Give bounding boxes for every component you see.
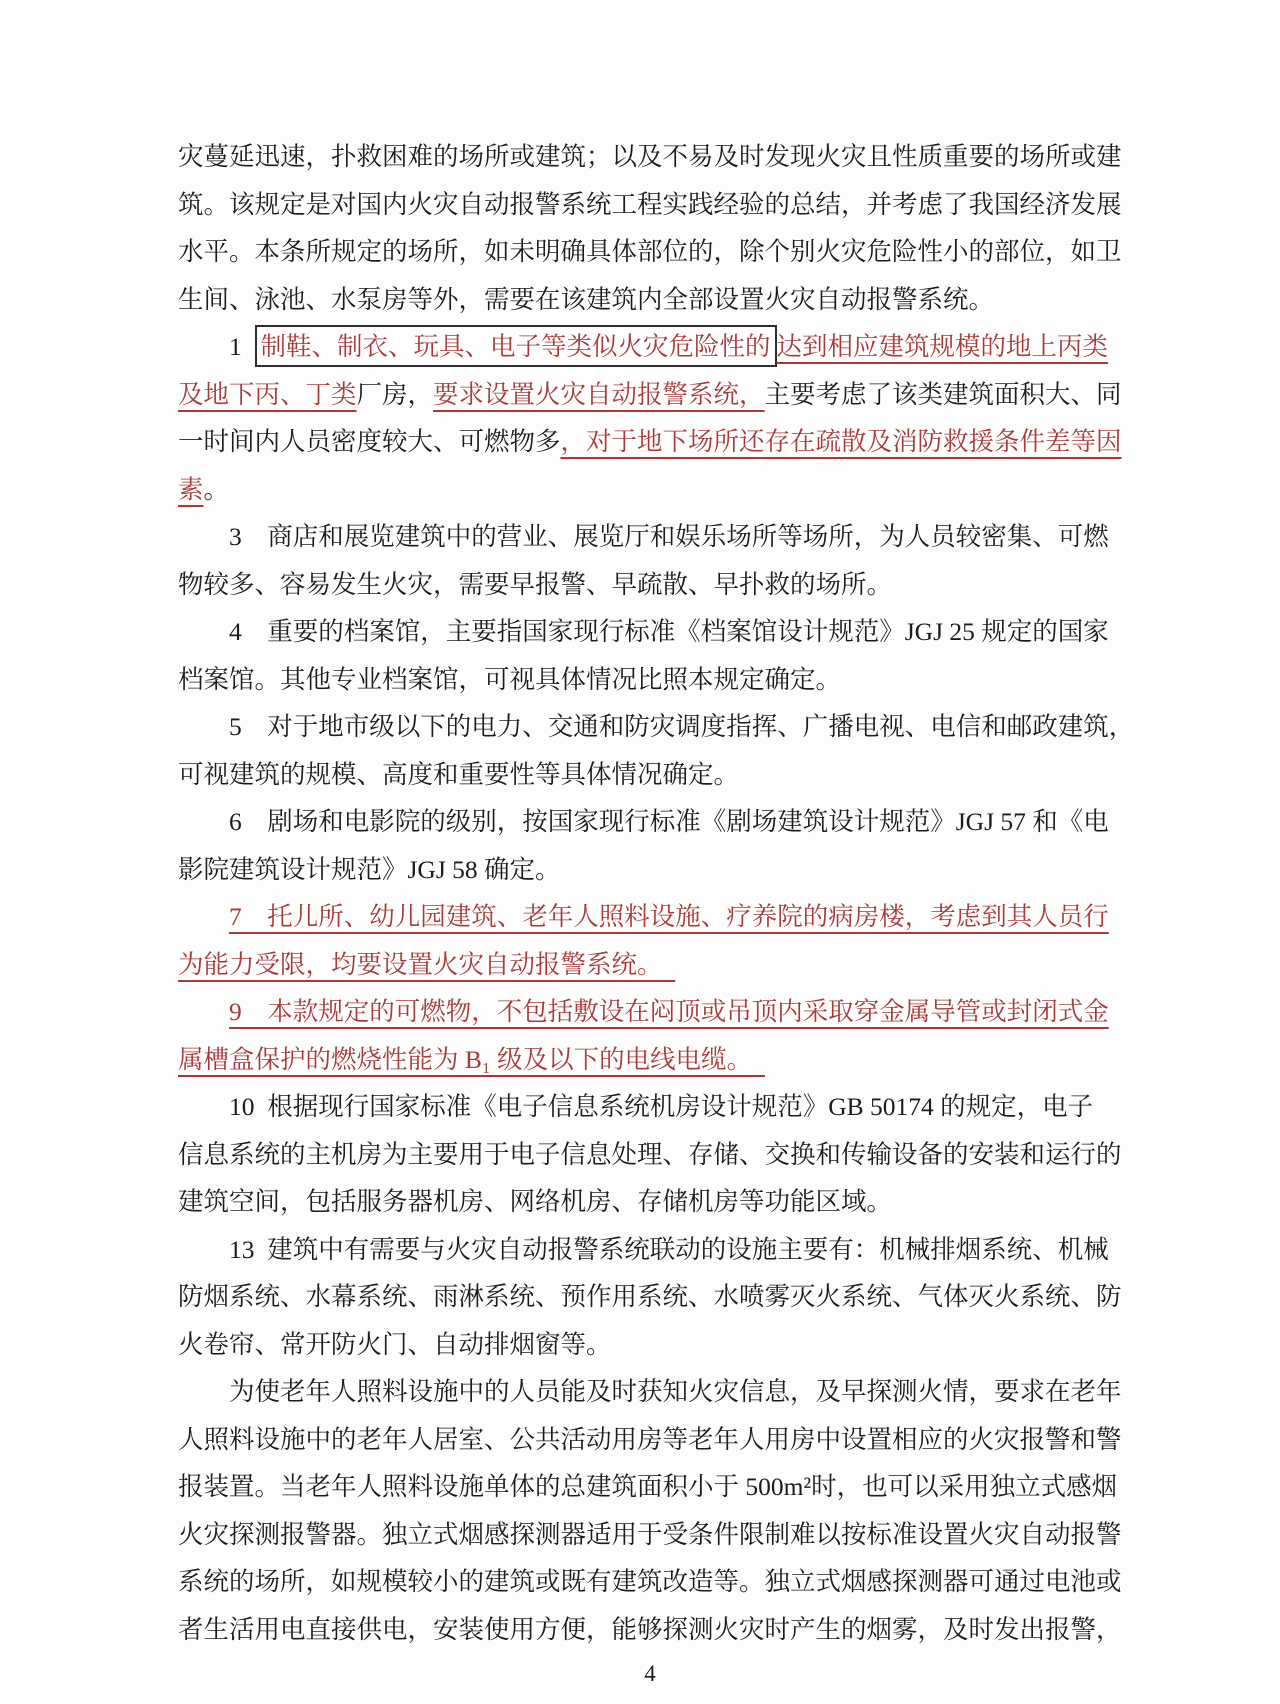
text-line xyxy=(178,276,1138,324)
text-segment: 防烟系统、水幕系统、雨淋系统、预作用系统、水喷雾灭火系统、气体灭火系统、防 xyxy=(178,1282,1122,1311)
text-segment: 灾蔓延迅速，扑救困难的场所或建筑；以及不易及时发现火灾且性质重要的场所或建 xyxy=(178,142,1122,171)
text-line xyxy=(178,561,1138,609)
text-segment: 一时间内人员密度较大、可燃物多 xyxy=(178,427,561,456)
text-line xyxy=(178,1606,1138,1654)
text-segment: 影院建筑设计规范》JGJ 58 确定。 xyxy=(178,854,561,884)
text-line xyxy=(178,751,1138,799)
text-line xyxy=(178,1226,1138,1274)
red-underlined-text: 为能力受限，均要设置火灾自动报警系统。 xyxy=(178,949,676,979)
text-line xyxy=(178,133,1138,181)
text-line xyxy=(178,608,1138,656)
red-underlined-text: 素 xyxy=(178,474,204,504)
text-line xyxy=(178,941,1138,989)
text-segment xyxy=(178,997,229,1026)
text-segment: 者生活用电直接供电，安装使用方便，能够探测火灾时产生的烟雾，及时发出报警， xyxy=(178,1614,1122,1644)
text-line xyxy=(178,1083,1138,1131)
text-line xyxy=(178,1416,1138,1464)
text-segment: 厂房， xyxy=(356,379,434,409)
text-line xyxy=(178,466,1138,514)
text-segment: 6 剧场和电影院的级别，按国家现行标准《剧场建筑设计规范》JGJ 57 和《电 xyxy=(178,807,1109,836)
text-line xyxy=(178,1368,1138,1416)
red-underlined-text: 9 本款规定的可燃物，不包括敷设在闷顶或吊顶内采取穿金属导管或封闭式金 xyxy=(229,997,1109,1026)
text-line xyxy=(178,418,1138,466)
red-underlined-text: 及地下丙、丁类 xyxy=(178,379,357,409)
text-line xyxy=(178,988,1138,1036)
text-segment: 主要考虑了该类建筑面积大、同 xyxy=(764,379,1122,409)
red-underlined-text: 要求设置火灾自动报警系统， xyxy=(433,379,765,409)
text-line xyxy=(178,703,1138,751)
text-segment: 信息系统的主机房为主要用于电子信息处理、存储、交换和传输设备的安装和运行的 xyxy=(178,1139,1122,1169)
document-body xyxy=(178,133,1138,1653)
text-segment: 火灾探测报警器。独立式烟感探测器适用于受条件限制难以按标准设置火灾自动报警 xyxy=(178,1519,1122,1549)
text-segment xyxy=(178,902,229,931)
text-line xyxy=(178,513,1138,561)
text-line xyxy=(178,656,1138,704)
red-underlined-text: 属槽盒保护的燃烧性能为 B₁ 级及以下的电线电缆。 xyxy=(178,1044,765,1074)
text-segment: 建筑空间，包括服务器机房、网络机房、存储机房等功能区域。 xyxy=(178,1187,893,1216)
text-line xyxy=(178,1178,1138,1226)
text-segment: 4 重要的档案馆，主要指国家现行标准《档案馆设计规范》JGJ 25 规定的国家 xyxy=(178,617,1109,646)
text-line xyxy=(178,323,1138,371)
text-segment: 1 xyxy=(178,332,255,361)
text-segment: 水平。本条所规定的场所，如未明确具体部位的，除个别火灾危险性小的部位，如卫 xyxy=(178,237,1122,266)
text-segment: 系统的场所，如规模较小的建筑或既有建筑改造等。独立式烟感探测器可通过电池或 xyxy=(178,1567,1122,1596)
red-underlined-text: 达到相应建筑规模的地上丙类 xyxy=(776,332,1109,361)
text-line xyxy=(178,1321,1138,1369)
text-segment: 为使老年人照料设施中的人员能及时获知火灾信息，及早探测火情，要求在老年 xyxy=(178,1377,1122,1406)
text-segment: 生间、泳池、水泵房等外，需要在该建筑内全部设置火灾自动报警系统。 xyxy=(178,284,995,314)
boxed-text: 制鞋、制衣、玩具、电子等类似火灾危险性的 xyxy=(255,325,777,367)
text-line xyxy=(178,1131,1138,1179)
text-segment: 可视建筑的规模、高度和重要性等具体情况确定。 xyxy=(178,759,740,789)
text-line xyxy=(178,1558,1138,1606)
text-segment: 报装置。当老年人照料设施单体的总建筑面积小于 500m²时，也可以采用独立式感烟 xyxy=(178,1472,1118,1501)
text-segment: 火卷帘、常开防火门、自动排烟窗等。 xyxy=(178,1329,612,1359)
text-segment: 3 商店和展览建筑中的营业、展览厅和娱乐场所等场所，为人员较密集、可燃 xyxy=(178,522,1109,551)
text-segment: 档案馆。其他专业档案馆，可视具体情况比照本规定确定。 xyxy=(178,664,842,694)
text-line xyxy=(178,846,1138,894)
text-segment: 物较多、容易发生火灾，需要早报警、早疏散、早扑救的场所。 xyxy=(178,569,893,599)
text-line xyxy=(178,1511,1138,1559)
text-line xyxy=(178,228,1138,276)
text-segment: 。 xyxy=(203,474,230,504)
text-line xyxy=(178,798,1138,846)
text-line xyxy=(178,1463,1138,1511)
text-line xyxy=(178,1273,1138,1321)
text-line xyxy=(178,1036,1138,1084)
text-line xyxy=(178,893,1138,941)
text-segment: 10 根据现行国家标准《电子信息系统机房设计规范》GB 50174 的规定，电子 xyxy=(178,1092,1094,1121)
text-segment: 筑。该规定是对国内火灾自动报警系统工程实践经验的总结，并考虑了我国经济发展 xyxy=(178,189,1122,219)
red-underlined-text: ，对于地下场所还存在疏散及消防救援条件差等因 xyxy=(560,427,1122,456)
text-line xyxy=(178,181,1138,229)
page-number: 4 xyxy=(644,1661,656,1686)
text-line xyxy=(178,371,1138,419)
text-segment: 13 建筑中有需要与火灾自动报警系统联动的设施主要有：机械排烟系统、机械 xyxy=(178,1234,1109,1264)
text-segment: 5 对于地市级以下的电力、交通和防灾调度指挥、广播电视、电信和邮政建筑， xyxy=(178,712,1135,741)
red-underlined-text: 7 托儿所、幼儿园建筑、老年人照料设施、疗养院的病房楼，考虑到其人员行 xyxy=(229,902,1109,931)
text-segment: 人照料设施中的老年人居室、公共活动用房等老年人用房中设置相应的火灾报警和警 xyxy=(178,1424,1122,1454)
